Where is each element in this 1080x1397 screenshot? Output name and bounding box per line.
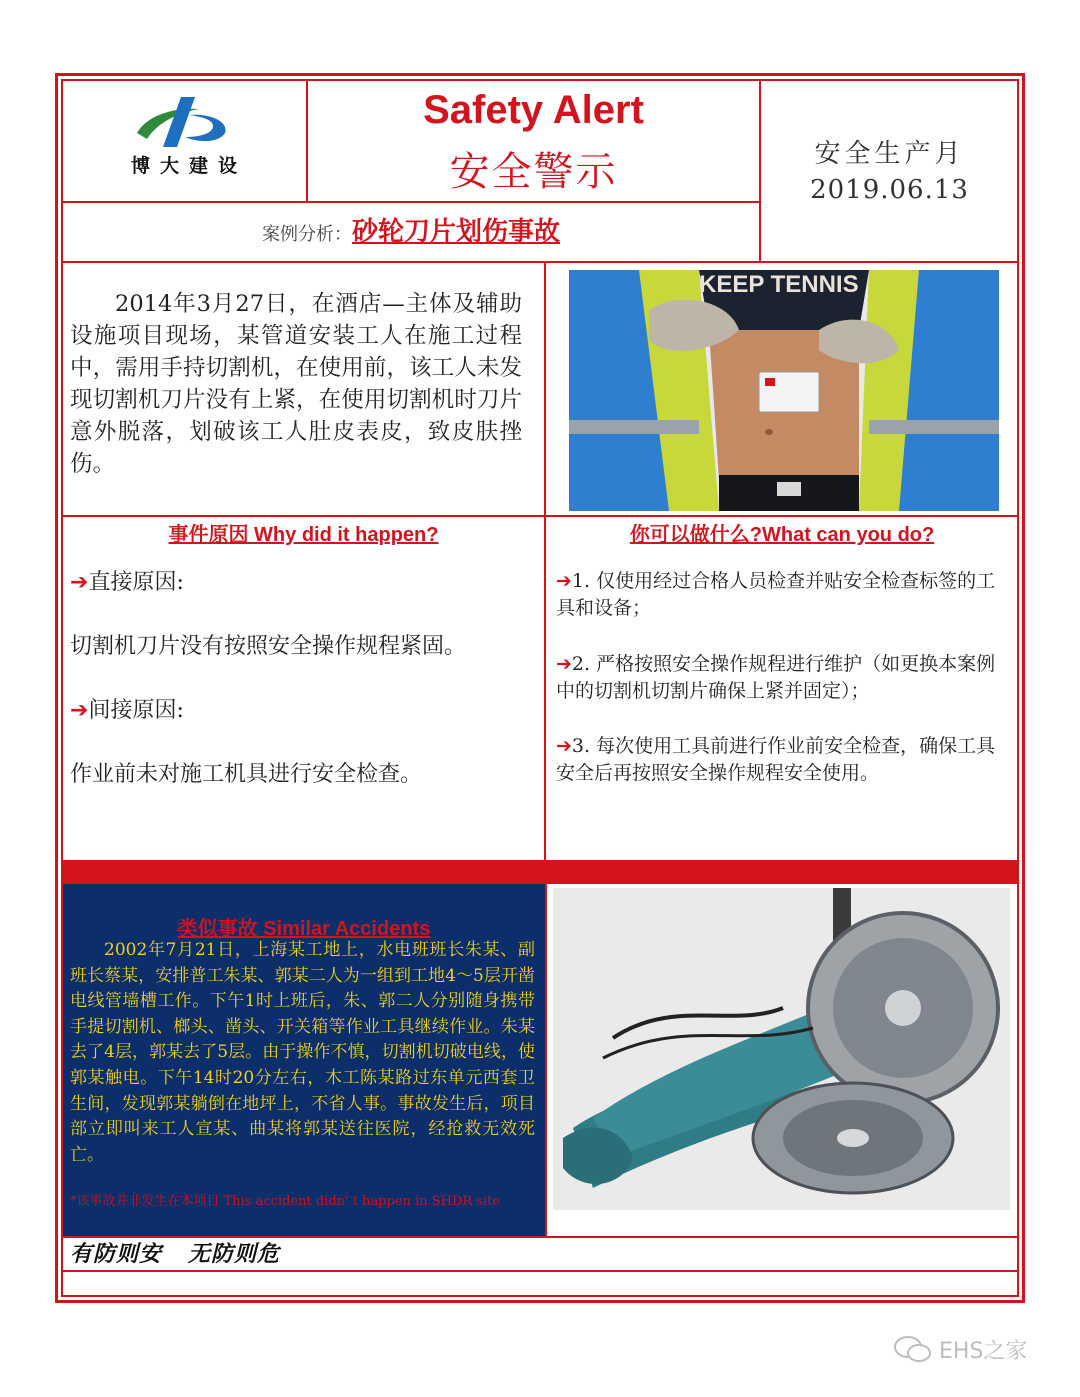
causes-heading: 事件原因 Why did it happen? (168, 524, 439, 546)
divider (544, 262, 546, 860)
action-item (556, 733, 1004, 787)
action-item-text: 3. 每次使用工具前进行作业前安全检查，确保工具安全后再按照安全操作规程安全使用。 (556, 735, 996, 784)
arrow-right-icon: ➔ (556, 570, 572, 592)
action-item-text: 1. 仅使用经过合格人员检查并贴安全检查标签的工具和设备； (556, 570, 996, 619)
incident-description: 2014年3月27日，在酒店—主体及辅助设施项目现场，某管道安装工人在施工过程中，需用手持切割机，在使用前，该工人未发现切割机刀片没有上紧，在使用切割机时刀片意外脱落，划破该工人肚皮表皮，致皮肤挫伤。 (70, 291, 522, 477)
direct-cause-label: 直接原因: (88, 570, 184, 595)
actions-heading: 你可以做什么?What can you do? (629, 524, 935, 546)
case-label: 案例分析： (261, 224, 352, 245)
company-logo-icon (133, 93, 233, 151)
divider (63, 1236, 1018, 1238)
title-english: Safety Alert (423, 88, 644, 132)
company-name: 博大建设 (131, 155, 248, 177)
watermark (893, 1332, 1063, 1366)
arrow-right-icon: ➔ (556, 735, 572, 757)
wechat-icon (893, 1334, 933, 1364)
similar-accidents-text: 2002年7月21日，上海某工地上，水电班班长朱某、副班长蔡某，安排普工朱某、郭某二人为一组到工地4～5层开凿电线管墙槽工作。下午1时上班后，朱、郭二人分别随身携带手提切割机、榔头、凿头、开关箱等作业工具继续作业。朱某去了4层，郭某去了5层。由于操作不慎，切割机切破电线，使郭某触电。下午14时20分左右，木工陈某路过东单元西套卫生间，发现郭某躺倒在地坪上，不省人事。事故发生后，项目部立即叫来工人宣某、曲某将郭某送往医院，经抢救无效死亡。 (70, 940, 535, 1165)
safety-month-label: 安全生产月 (814, 139, 965, 169)
direct-cause-text: 切割机刀片没有按照安全操作规程紧固。 (70, 634, 467, 659)
action-item (556, 568, 1004, 622)
direct-cause-label-row (70, 568, 184, 598)
indirect-cause-label: 间接原因: (88, 698, 184, 723)
case-row (63, 203, 759, 261)
action-item (556, 651, 1004, 705)
divider (63, 261, 1018, 263)
divider (545, 884, 547, 1236)
alert-date: 2019.06.13 (810, 175, 969, 205)
logo-cell (63, 81, 306, 201)
shirt-print-text: KEEP TENNIS (699, 271, 859, 298)
divider (63, 1270, 1018, 1272)
divider (63, 515, 1018, 517)
arrow-right-icon: ➔ (556, 653, 572, 675)
indirect-cause-text: 作业前未对施工机具进行安全检查。 (70, 762, 423, 787)
similar-accidents-heading: 类似事故 Similar Accidents (177, 918, 431, 940)
title-chinese: 安全警示 (449, 149, 618, 195)
safety-motto: 有防则安 无防则危 (70, 1241, 280, 1267)
indirect-cause-label-row (70, 696, 184, 726)
similar-accidents-note: *该事故并非发生在本项目 This accident didn' t happen in SHDR site (70, 1194, 501, 1209)
action-item-text: 2. 严格按照安全操作规程进行维护（如更换本案例中的切割机切割片确保上紧并固定）； (556, 653, 996, 702)
arrow-right-icon: ➔ (70, 570, 89, 595)
red-separator-bar (63, 860, 1018, 884)
incident-photo (569, 270, 999, 511)
watermark-text: EHS之家 (939, 1339, 1028, 1364)
angle-grinder-photo (553, 888, 1010, 1210)
arrow-right-icon: ➔ (70, 698, 89, 723)
case-title: 砂轮刀片划伤事故 (351, 217, 560, 247)
